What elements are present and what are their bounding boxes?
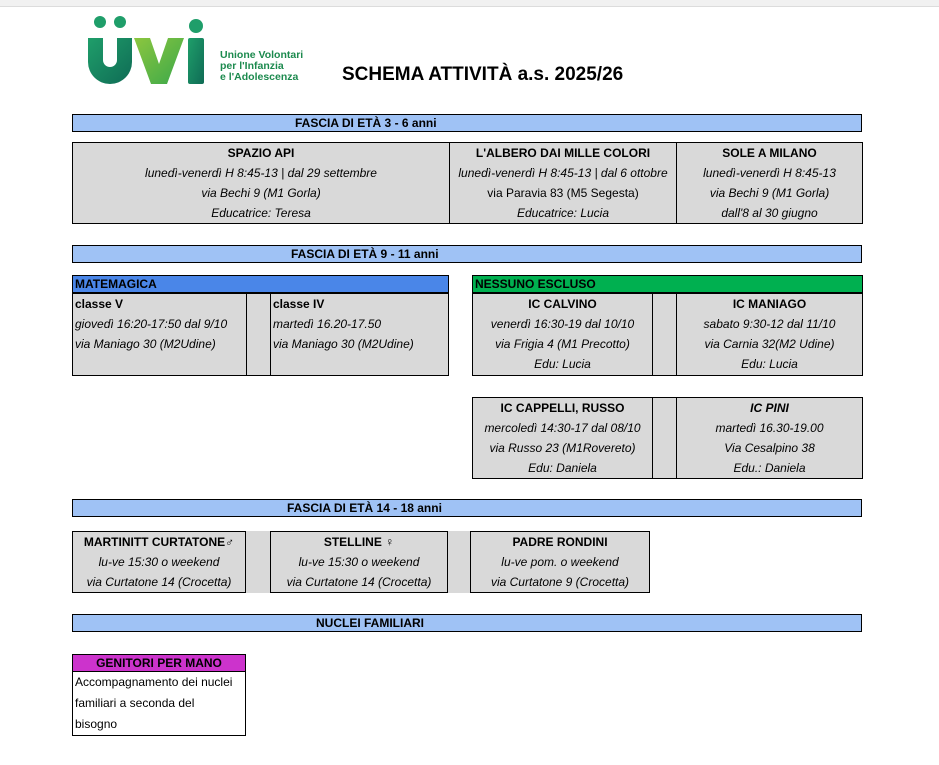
page-title: SCHEMA ATTIVITÀ a.s. 2025/26 bbox=[342, 64, 624, 85]
stelline-time: lu-ve 15:30 o weekend bbox=[298, 555, 420, 569]
band-fascia-9-11 bbox=[72, 245, 862, 263]
sole-a-milano bbox=[677, 143, 862, 223]
band-nuclei-label: NUCLEI FAMILIARI bbox=[316, 616, 424, 630]
ic-maniago-title: IC MANIAGO bbox=[732, 297, 807, 311]
genitori-text-3: bisogno bbox=[75, 717, 118, 731]
ic-maniago bbox=[677, 294, 862, 375]
band-fascia-3-6-label: FASCIA DI ETÀ 3 - 6 anni bbox=[295, 116, 437, 130]
ic-maniago-address: via Carnia 32(M2 Udine) bbox=[704, 337, 835, 351]
band-fascia-14-18 bbox=[72, 499, 862, 517]
martinitt-curtatone bbox=[72, 531, 246, 593]
ic-calvino-time: venerdì 16:30-19 dal 10/10 bbox=[490, 317, 635, 331]
ic-maniago-educator: Edu: Lucia bbox=[741, 357, 798, 371]
martinitt-time: lu-ve 15:30 o weekend bbox=[98, 555, 220, 569]
band-fascia-3-6 bbox=[72, 114, 862, 132]
spazio-api-time: lunedì-venerdì H 8:45-13 | dal 29 settembre bbox=[145, 166, 377, 180]
band-fascia-14-18-label: FASCIA DI ETÀ 14 - 18 anni bbox=[287, 501, 442, 515]
stelline-address: via Curtatone 14 (Crocetta) bbox=[286, 575, 432, 589]
rondini-title: PADRE RONDINI bbox=[512, 535, 608, 549]
rondini-time: lu-ve pom. o weekend bbox=[501, 555, 619, 569]
ic-calvino-address: via Frigia 4 (M1 Precotto) bbox=[495, 337, 630, 351]
martinitt-title: MARTINITT CURTATONE♂ bbox=[83, 535, 235, 549]
genitori-text-1: Accompagnamento dei nuclei bbox=[75, 675, 233, 689]
martinitt-address: via Curtatone 14 (Crocetta) bbox=[86, 575, 232, 589]
ic-pini-address: Via Cesalpino 38 bbox=[724, 441, 815, 455]
ic-cappelli-title: IC CAPPELLI, RUSSO bbox=[500, 401, 625, 415]
nessuno-escluso-header: NESSUNO ESCLUSO bbox=[472, 275, 863, 293]
ic-pini bbox=[677, 398, 862, 478]
ic-calvino bbox=[473, 294, 653, 375]
band-nuclei-familiari bbox=[72, 614, 862, 632]
org-line-1: Unione Volontari bbox=[220, 49, 304, 61]
matematica-spacer bbox=[247, 294, 271, 375]
classe-iv-title: classe IV bbox=[273, 297, 325, 311]
nessuno-spacer-1 bbox=[653, 294, 677, 375]
uvi-logo bbox=[86, 14, 216, 97]
sole-time: lunedì-venerdì H 8:45-13 bbox=[703, 166, 836, 180]
rondini-address: via Curtatone 9 (Crocetta) bbox=[490, 575, 630, 589]
albero-address: via Paravia 83 (M5 Segesta) bbox=[487, 186, 639, 200]
top-bar bbox=[0, 0, 939, 7]
ic-cappelli-educator: Edu: Daniela bbox=[528, 461, 597, 475]
classe-iv bbox=[271, 294, 448, 375]
ic-pini-title: IC PINI bbox=[750, 401, 789, 415]
classe-v-time: giovedì 16:20-17:50 dal 9/10 bbox=[75, 317, 228, 331]
genitori-per-mano-header: GENITORI PER MANO bbox=[72, 654, 246, 672]
spazio-api-address: via Bechi 9 (M1 Gorla) bbox=[201, 186, 321, 200]
classe-v-title: classe V bbox=[75, 297, 124, 311]
spazio-api bbox=[73, 143, 450, 223]
fascia-14-18-table bbox=[72, 531, 650, 593]
classe-v-address: via Maniago 30 (M2Udine) bbox=[75, 337, 216, 351]
classe-iv-address: via Maniago 30 (M2Udine) bbox=[273, 337, 414, 351]
albero-educator: Educatrice: Lucia bbox=[516, 206, 610, 220]
fascia-3-6-table bbox=[72, 142, 863, 224]
ic-cappelli-address: via Russo 23 (M1Rovereto) bbox=[489, 441, 636, 455]
ic-pini-time: martedì 16.30-19.00 bbox=[715, 421, 824, 435]
albero-title: L'ALBERO DAI MILLE COLORI bbox=[475, 146, 651, 160]
padre-rondini bbox=[470, 531, 650, 593]
genitori-per-mano-box bbox=[72, 672, 246, 736]
band-fascia-9-11-label: FASCIA DI ETÀ 9 - 11 anni bbox=[291, 247, 439, 261]
genitori-text-2: familiari a seconda del bbox=[75, 696, 195, 710]
org-name bbox=[220, 50, 303, 83]
ic-maniago-time: sabato 9:30-12 dal 11/10 bbox=[703, 317, 836, 331]
albero-mille-colori bbox=[450, 143, 677, 223]
classe-v bbox=[73, 294, 247, 375]
sole-dates: dall'8 al 30 giugno bbox=[721, 206, 818, 220]
ic-cappelli-time: mercoledì 14:30-17 dal 08/10 bbox=[484, 421, 641, 435]
matematica-header: MATEMAGICA bbox=[72, 275, 449, 293]
nessuno-escluso-row-1 bbox=[472, 293, 863, 376]
ic-calvino-educator: Edu: Lucia bbox=[534, 357, 591, 371]
spazio-api-title: SPAZIO API bbox=[227, 146, 295, 160]
albero-time: lunedì-venerdì H 8:45-13 | dal 6 ottobre bbox=[458, 166, 668, 180]
sole-title: SOLE A MILANO bbox=[722, 146, 817, 160]
spazio-api-educator: Educatrice: Teresa bbox=[211, 206, 311, 220]
classe-iv-time: martedì 16.20-17.50 bbox=[273, 317, 382, 331]
matematica-table bbox=[72, 293, 449, 376]
ic-cappelli-russo bbox=[473, 398, 653, 478]
ic-pini-educator: Edu.: Daniela bbox=[733, 461, 806, 475]
org-line-2: per l'Infanzia bbox=[220, 60, 284, 72]
ic-calvino-title: IC CALVINO bbox=[528, 297, 597, 311]
uvi-logo-graphic bbox=[86, 14, 216, 92]
nessuno-escluso-row-2 bbox=[472, 397, 863, 479]
sole-address: via Bechi 9 (M1 Gorla) bbox=[709, 186, 830, 200]
nessuno-spacer-2 bbox=[653, 398, 677, 478]
org-line-3: e l'Adolescenza bbox=[220, 71, 299, 83]
stelline-title: STELLINE ♀ bbox=[323, 535, 395, 549]
stelline bbox=[270, 531, 448, 593]
